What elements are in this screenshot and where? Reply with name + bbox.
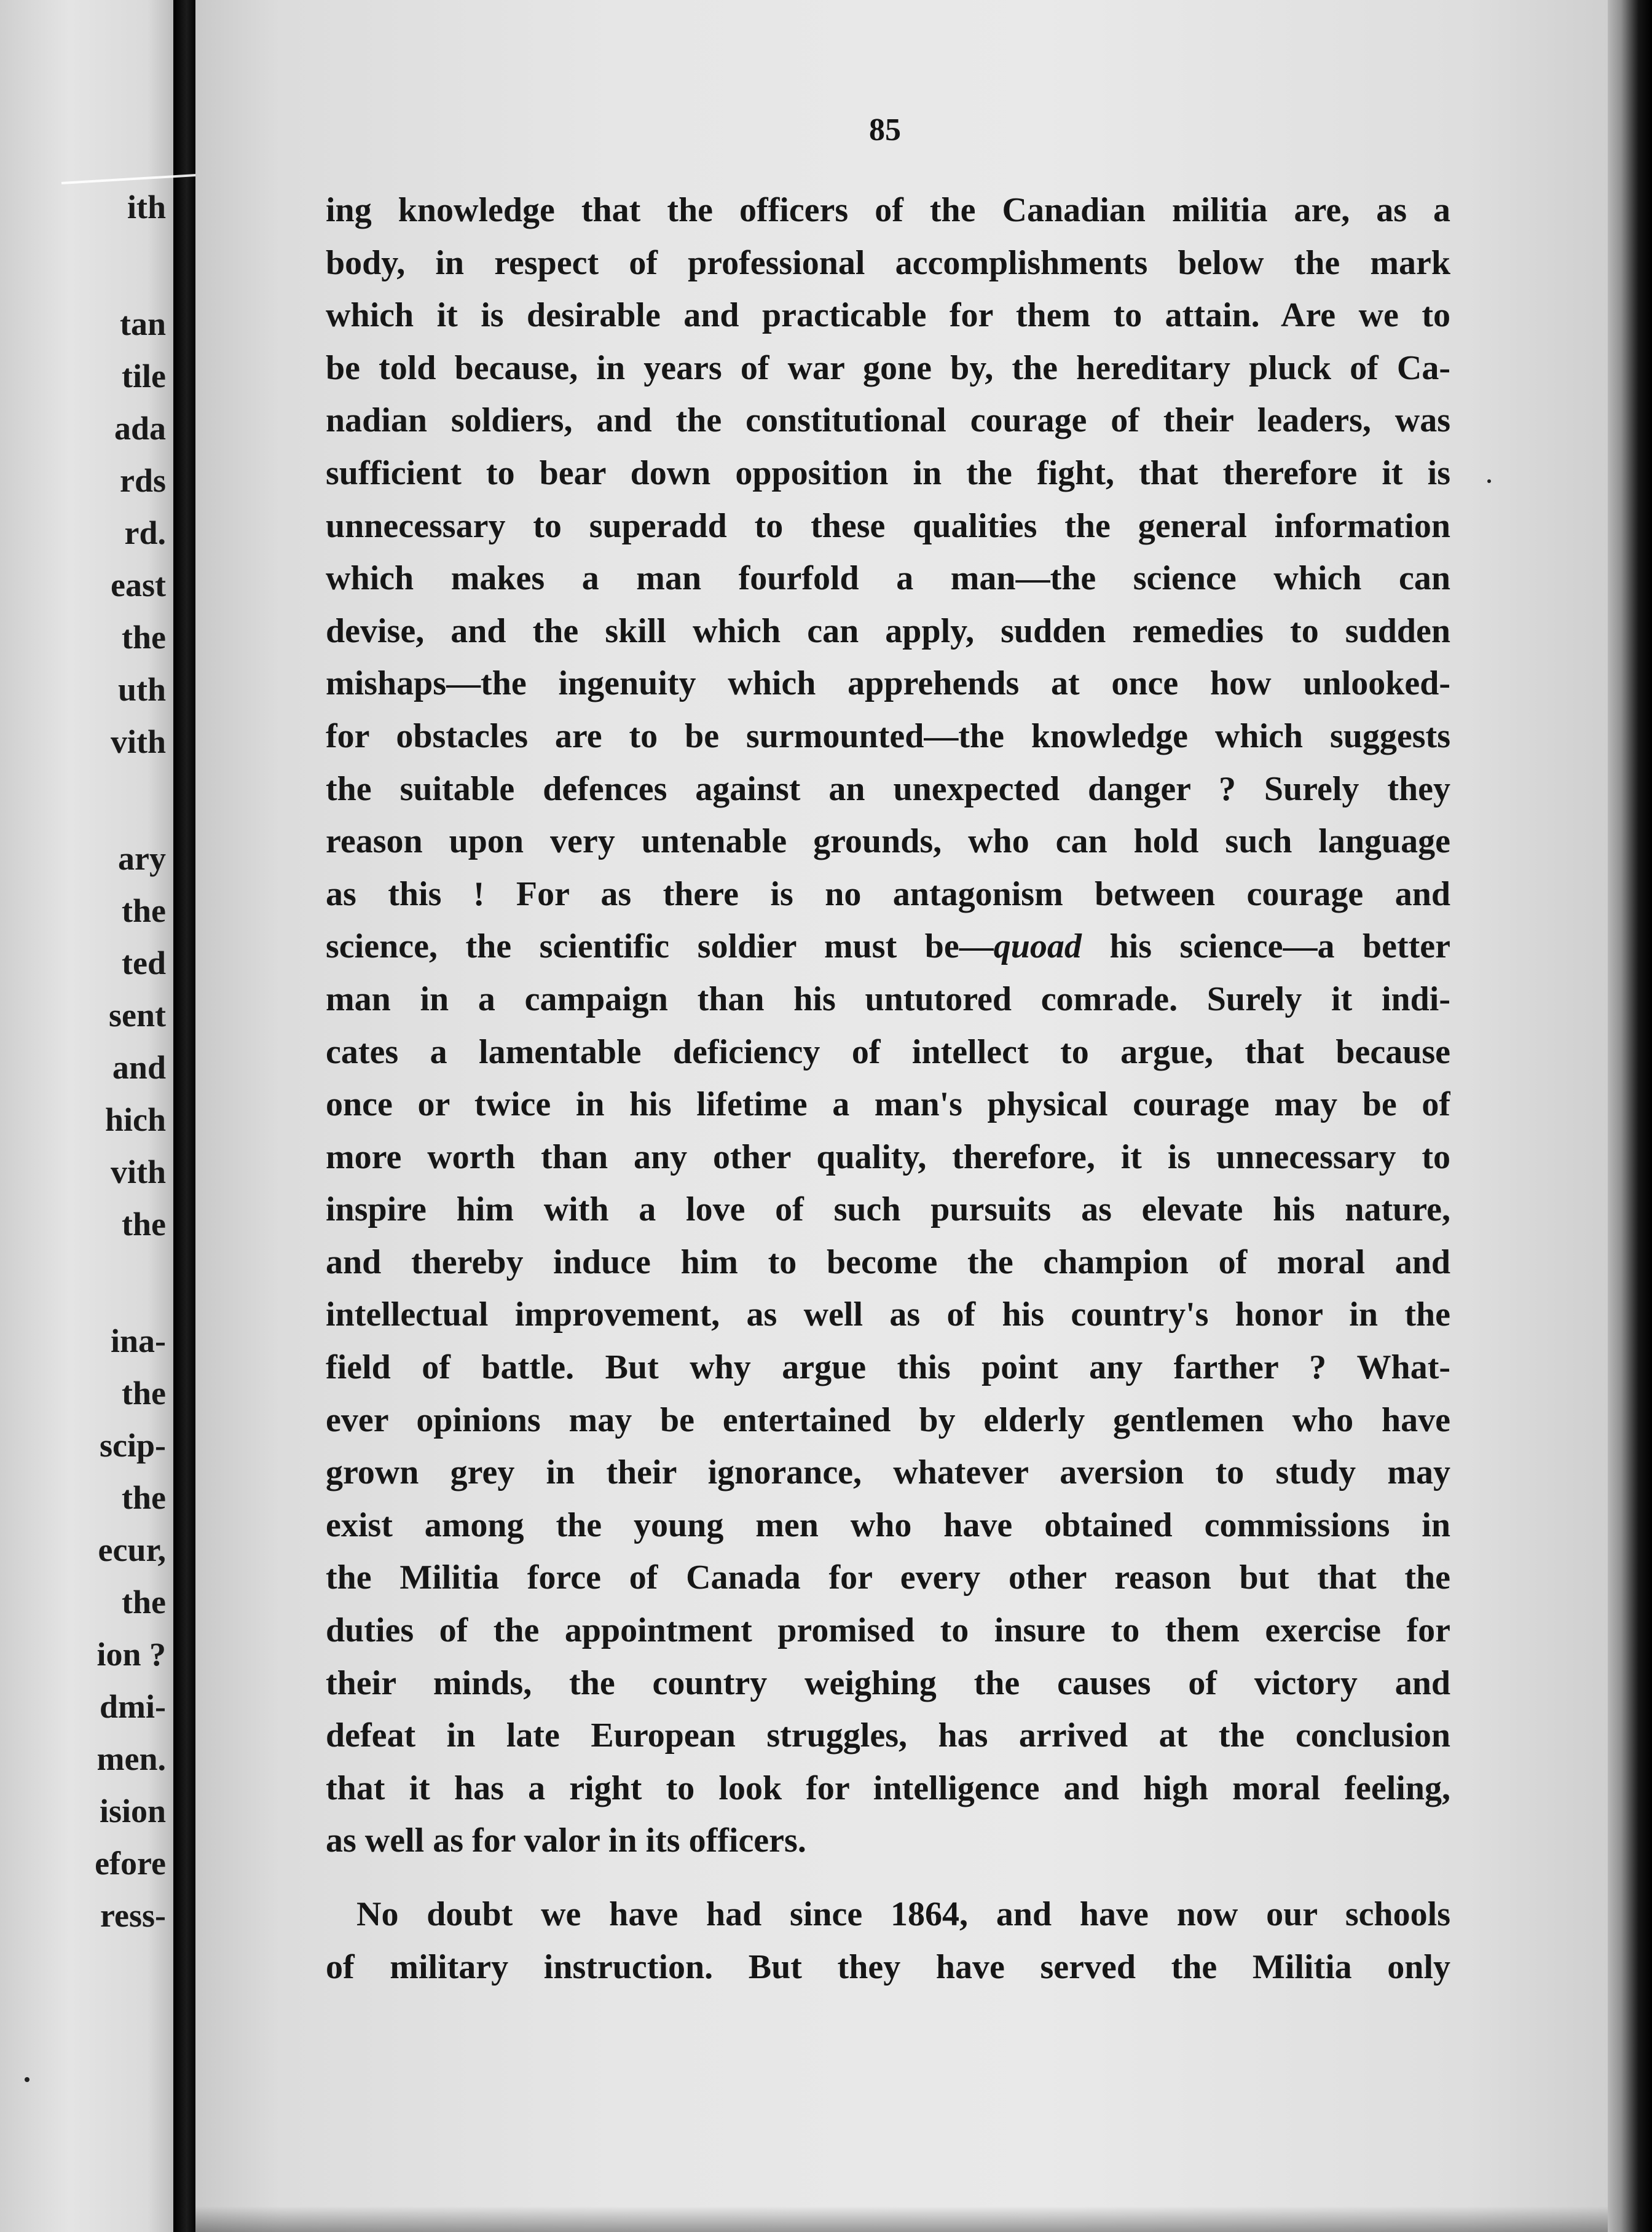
text-line: inspire him with a love of such pursuits as elevate his nature, <box>326 1190 1450 1229</box>
text-line: once or twice in his lifetime a man's physical courage may be of <box>326 1085 1450 1124</box>
text-line: of military instruction. But they have served the Militia only <box>326 1947 1450 1986</box>
text-line: ever opinions may be entertained by elderly gentlemen who have <box>326 1401 1450 1439</box>
page-edge-shadow <box>1608 0 1652 2232</box>
text-line: as well as for valor in its officers. <box>326 1821 806 1860</box>
previous-page-fragment: the <box>122 1584 166 1621</box>
previous-page-fragment: the <box>122 1375 166 1412</box>
italic-word: quoad <box>993 927 1082 966</box>
text-line: ing knowledge that the officers of the Canadian militia are, as a <box>326 191 1450 229</box>
text-line: grown grey in their ignorance, whatever aversion to study may <box>326 1453 1450 1492</box>
text-line: mishaps—the ingenuity which apprehends at once how unlooked- <box>326 664 1450 703</box>
text-line: body, in respect of professional accomplishments below the mark <box>326 243 1450 282</box>
previous-page-fragment: ada <box>114 410 166 447</box>
previous-page-fragment: ina- <box>110 1322 166 1359</box>
text-line: that it has a right to look for intelligence and high moral feeling, <box>326 1769 1450 1807</box>
previous-page-fragment: ith <box>127 189 166 226</box>
previous-page-fragment: scip- <box>100 1427 166 1464</box>
previous-page-fragment: rd. <box>124 514 166 551</box>
body-text <box>326 184 1450 1994</box>
previous-page-fragment: the <box>122 892 166 929</box>
scan-speck <box>25 2077 30 2082</box>
previous-page-fragment: tan <box>119 305 166 342</box>
text-segment: science, the scientific soldier must be— <box>326 927 994 966</box>
text-line: and thereby induce him to become the champion of moral and <box>326 1243 1450 1281</box>
previous-page-fragment: vith <box>110 723 166 760</box>
previous-page-fragment: rds <box>119 462 166 499</box>
previous-page-edge <box>0 0 173 2232</box>
previous-page-fragment: the <box>122 1206 166 1243</box>
previous-page-fragment: dmi- <box>100 1688 166 1725</box>
text-line: sufficient to bear down opposition in the fight, that therefore it is <box>326 454 1450 492</box>
text-line: cates a lamentable deficiency of intellect to argue, that because <box>326 1032 1450 1071</box>
previous-page-fragment: ion ? <box>96 1636 166 1673</box>
previous-page-fragment: ecur, <box>98 1531 166 1568</box>
text-line: nadian soldiers, and the constitutional courage of their leaders, was <box>326 401 1450 440</box>
paragraph-1 <box>326 184 1450 1868</box>
page-number: 85 <box>869 112 901 147</box>
previous-page-fragment: and <box>112 1049 166 1086</box>
text-line: the Militia force of Canada for every other reason but that the <box>326 1558 1450 1597</box>
text-line: unnecessary to superadd to these qualities the general information <box>326 506 1450 545</box>
text-line: intellectual improvement, as well as of his country's honor in the <box>326 1295 1450 1334</box>
previous-page-fragment: uth <box>117 671 166 708</box>
text-line: defeat in late European struggles, has arrived at the conclusion <box>326 1716 1450 1755</box>
previous-page-fragment: ision <box>99 1793 166 1829</box>
previous-page-fragment: ted <box>122 945 166 981</box>
text-line: devise, and the skill which can apply, sudden remedies to sudden <box>326 611 1450 650</box>
paragraph-2 <box>326 1888 1450 1994</box>
scan-speck <box>1487 479 1491 483</box>
text-line: No doubt we have had since 1864, and have now our schools <box>356 1895 1450 1933</box>
previous-page-fragment: vith <box>110 1153 166 1190</box>
text-line: reason upon very untenable grounds, who can hold such language <box>326 822 1450 861</box>
text-line: more worth than any other quality, therefore, it is unnecessary to <box>326 1138 1450 1176</box>
text-line: the suitable defences against an unexpected danger ? Surely they <box>326 769 1450 808</box>
previous-page-fragment: hich <box>104 1101 166 1138</box>
book-gutter <box>173 0 195 2232</box>
text-line: duties of the appointment promised to insure to them exercise for <box>326 1611 1450 1650</box>
text-line: as this ! For as there is no antagonism between courage and <box>326 874 1450 913</box>
text-segment: his science—a better <box>1081 927 1450 966</box>
previous-page-fragment: tile <box>122 358 166 395</box>
previous-page-fragment: ary <box>118 840 166 877</box>
text-line: be told because, in years of war gone by, the hereditary pluck of Ca- <box>326 348 1450 387</box>
previous-page-fragment: efore <box>95 1845 166 1882</box>
text-line: which it is desirable and practicable for them to attain. Are we to <box>326 296 1450 335</box>
text-line: their minds, the country weighing the causes of victory and <box>326 1664 1450 1702</box>
previous-page-fragment: the <box>122 619 166 656</box>
previous-page-fragment: men. <box>96 1740 166 1777</box>
previous-page-fragment: sent <box>109 997 166 1034</box>
previous-page-fragment: the <box>122 1479 166 1516</box>
text-line: man in a campaign than his untutored comrade. Surely it indi- <box>326 980 1450 1018</box>
text-line: which makes a man fourfold a man—the science which can <box>326 559 1450 598</box>
previous-page-fragment: east <box>111 567 166 603</box>
text-line: field of battle. But why argue this point any farther ? What- <box>326 1348 1450 1387</box>
previous-page-fragment: ress- <box>100 1897 166 1934</box>
text-line <box>326 921 1450 973</box>
bottom-shadow <box>195 2206 1608 2232</box>
text-line: exist among the young men who have obtained commissions in <box>326 1506 1450 1544</box>
text-line: for obstacles are to be surmounted—the knowledge which suggests <box>326 717 1450 755</box>
